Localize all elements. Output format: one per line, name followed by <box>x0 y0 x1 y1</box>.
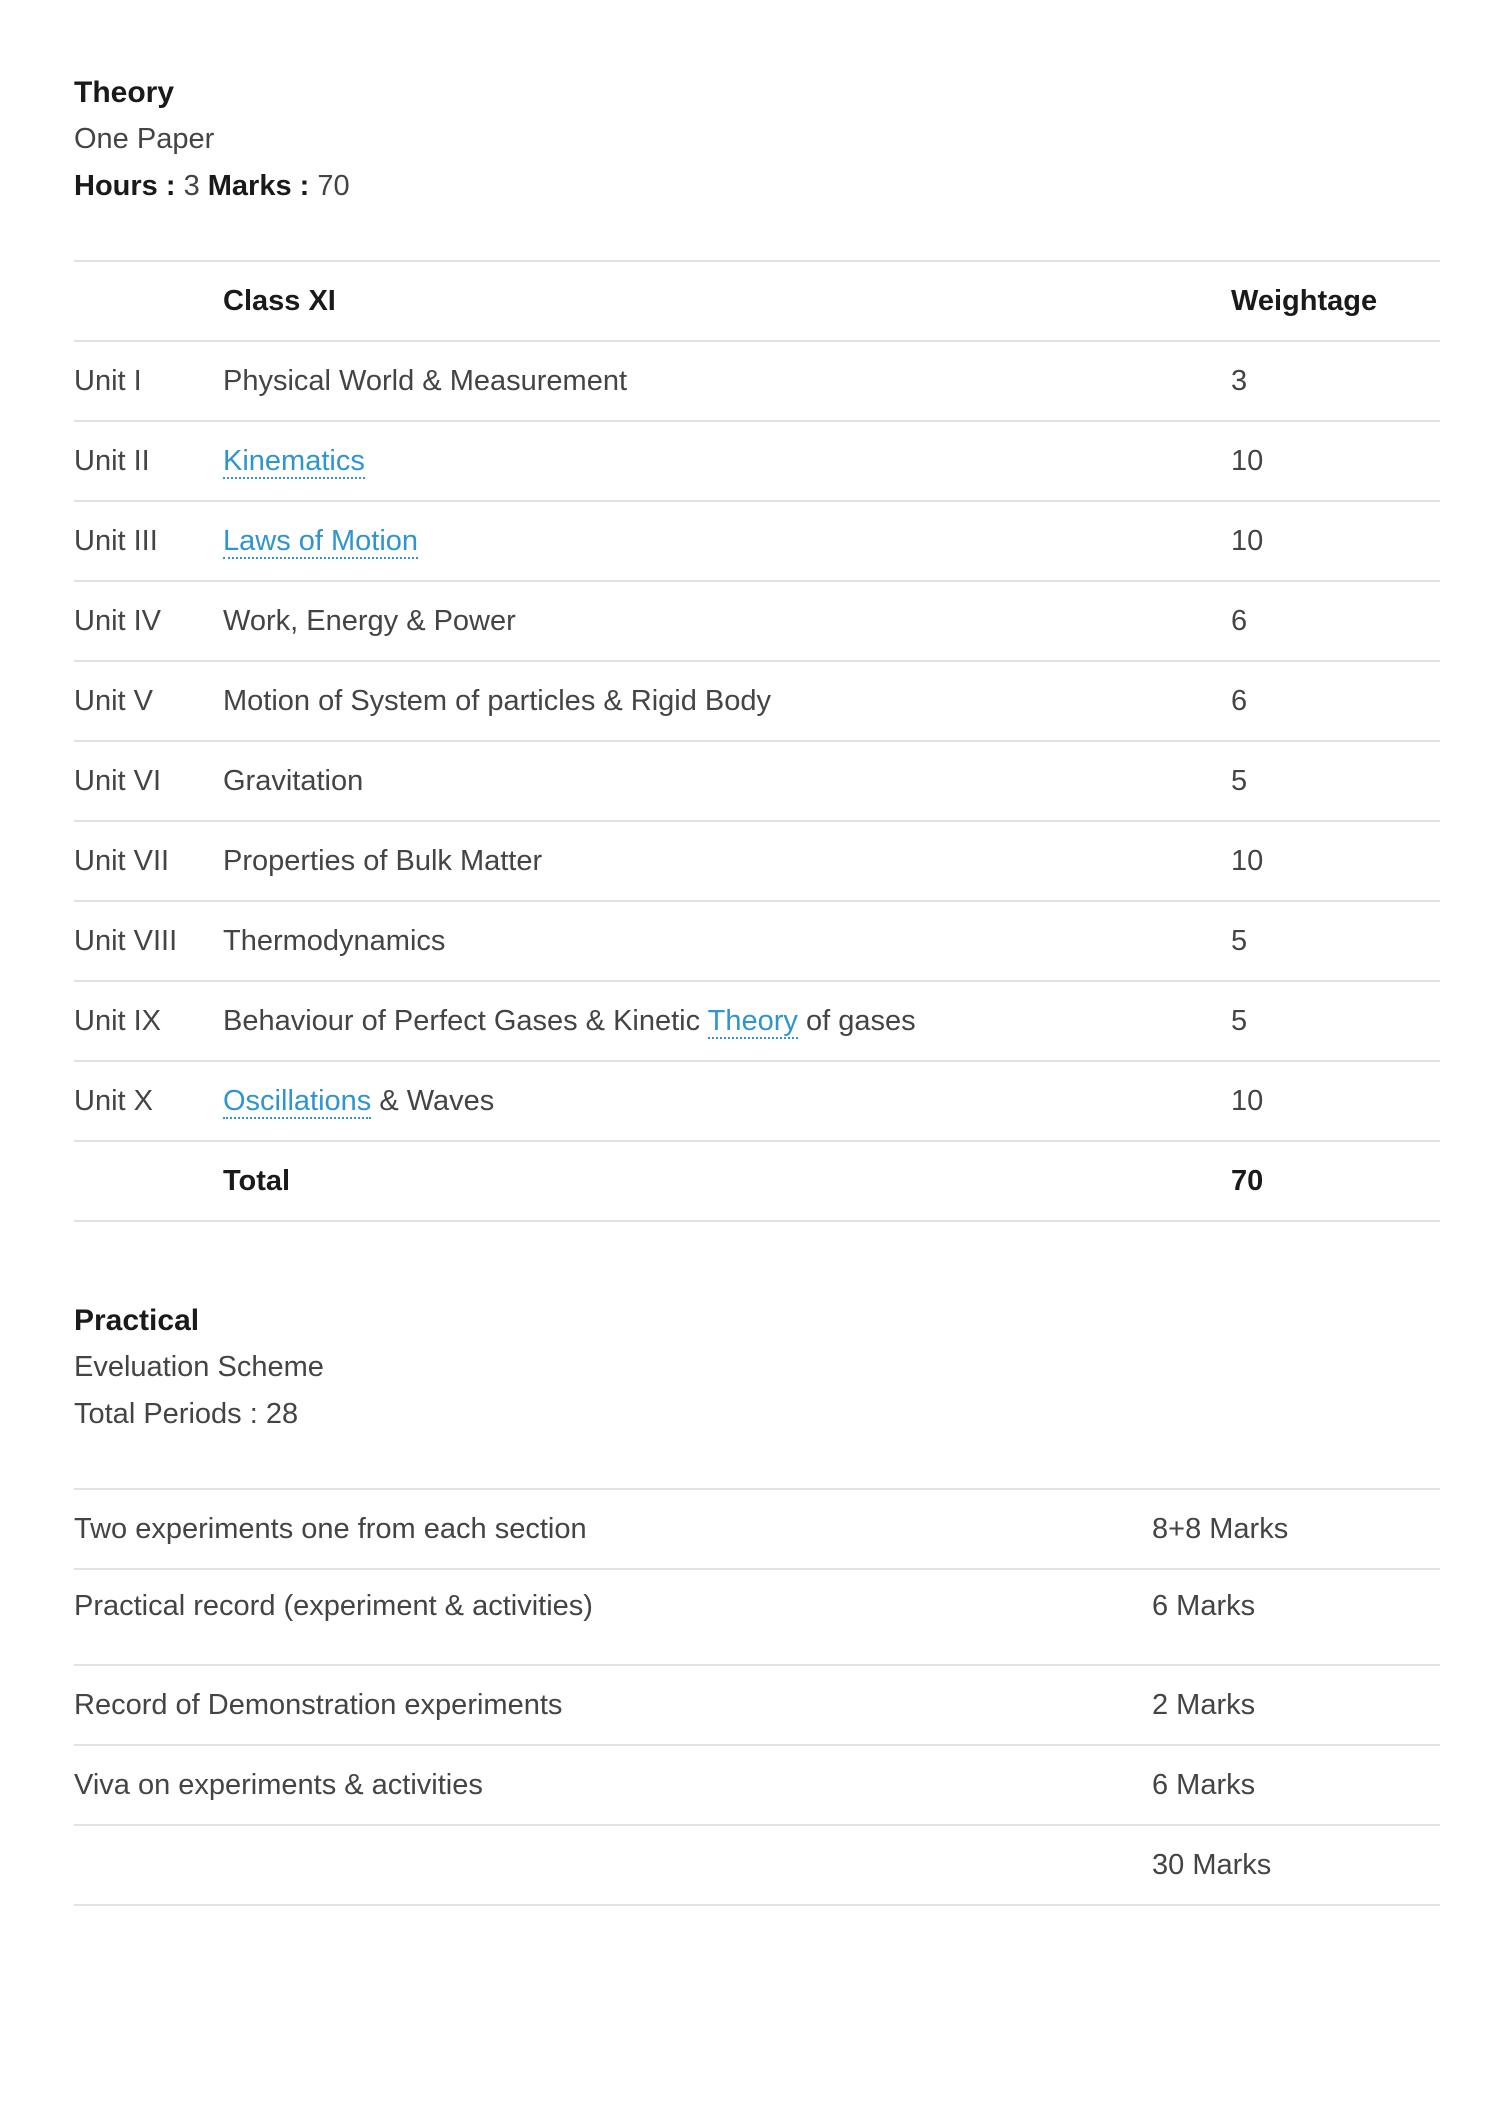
hours-marks-line <box>74 163 1440 210</box>
unit-weight: 10 <box>1231 1084 1264 1117</box>
practical-item <box>74 1825 1152 1905</box>
unit-label: Unit IV <box>74 604 162 637</box>
practical-item: Practical record (experiment & activities) <box>74 1590 593 1622</box>
unit-topic <box>223 501 1231 581</box>
table-row <box>74 1489 1440 1569</box>
unit-topic <box>223 421 1231 501</box>
unit-weight: 3 <box>1231 364 1248 397</box>
table-row <box>74 1061 1440 1141</box>
theory-heading: Theory <box>74 76 175 109</box>
practical-marks: 8+8 Marks <box>1152 1512 1289 1545</box>
unit-weight: 10 <box>1231 524 1264 557</box>
unit-weight: 6 <box>1231 604 1248 637</box>
unit-weight: 5 <box>1231 924 1248 957</box>
table-row <box>74 421 1440 501</box>
table-row <box>74 341 1440 421</box>
unit-weight: 10 <box>1231 444 1264 477</box>
theory-link[interactable]: Theory <box>707 1004 798 1037</box>
unit-weight: 6 <box>1231 684 1248 717</box>
unit-label: Unit III <box>74 524 158 557</box>
unit-label: Unit VII <box>74 844 170 877</box>
table-header-row <box>74 261 1440 341</box>
unit-label: Unit VIII <box>74 924 178 957</box>
table-row <box>74 1569 1440 1665</box>
theory-weightage-table <box>74 260 1440 1222</box>
laws-of-motion-link[interactable]: Laws of Motion <box>223 524 419 557</box>
table-row <box>74 741 1440 821</box>
table-row <box>74 981 1440 1061</box>
topic-text-after: & Waves <box>371 1084 495 1117</box>
practical-marks: 6 Marks <box>1152 1590 1256 1622</box>
table-row <box>74 581 1440 661</box>
unit-label: Unit II <box>74 444 150 477</box>
theory-section <box>74 70 1440 210</box>
oscillations-link[interactable]: Oscillations <box>223 1084 372 1117</box>
practical-total-row <box>74 1825 1440 1905</box>
unit-topic <box>223 981 1231 1061</box>
header-weightage: Weightage <box>1231 284 1378 317</box>
table-row <box>74 1745 1440 1825</box>
practical-marks: 6 Marks <box>1152 1768 1256 1801</box>
topic-text-before: Behaviour of Perfect Gases & Kinetic <box>223 1004 708 1037</box>
unit-label: Unit I <box>74 364 142 397</box>
unit-weight: 10 <box>1231 844 1264 877</box>
practical-marks: 2 Marks <box>1152 1688 1256 1721</box>
total-periods: Total Periods : 28 <box>74 1398 299 1430</box>
practical-section <box>74 1298 1440 1438</box>
unit-topic <box>223 1061 1231 1141</box>
practical-total-marks: 30 Marks <box>1152 1848 1272 1881</box>
hours-label: Hours : <box>74 170 176 202</box>
unit-weight: 5 <box>1231 1004 1248 1037</box>
table-row <box>74 821 1440 901</box>
marks-label: Marks : <box>207 170 310 202</box>
unit-topic: Properties of Bulk Matter <box>223 844 543 877</box>
header-class: Class XI <box>223 284 336 317</box>
practical-item: Two experiments one from each section <box>74 1512 587 1545</box>
unit-topic: Motion of System of particles & Rigid Body <box>223 684 772 717</box>
practical-marks-table <box>74 1488 1440 1906</box>
practical-item: Viva on experiments & activities <box>74 1768 483 1801</box>
document-page <box>74 70 1440 1906</box>
total-row <box>74 1141 1440 1221</box>
table-row <box>74 901 1440 981</box>
unit-label: Unit X <box>74 1084 153 1117</box>
unit-label: Unit V <box>74 684 153 717</box>
hours-value: 3 <box>183 170 200 202</box>
table-row <box>74 661 1440 741</box>
total-unit-empty <box>74 1141 223 1221</box>
total-label: Total <box>223 1164 291 1197</box>
unit-topic: Thermodynamics <box>223 924 446 957</box>
unit-label: Unit VI <box>74 764 162 797</box>
kinematics-link[interactable]: Kinematics <box>223 444 365 477</box>
unit-topic: Gravitation <box>223 764 364 797</box>
topic-text-after: of gases <box>797 1004 916 1037</box>
unit-weight: 5 <box>1231 764 1248 797</box>
total-value: 70 <box>1231 1164 1264 1197</box>
paper-count: One Paper <box>74 123 215 155</box>
table-row <box>74 501 1440 581</box>
practical-heading: Practical <box>74 1304 200 1337</box>
evaluation-scheme: Eveluation Scheme <box>74 1351 324 1383</box>
marks-value: 70 <box>317 170 350 202</box>
unit-topic: Physical World & Measurement <box>223 364 628 397</box>
table-row <box>74 1665 1440 1745</box>
unit-topic: Work, Energy & Power <box>223 604 516 637</box>
practical-item: Record of Demonstration experiments <box>74 1688 563 1721</box>
header-unit <box>74 261 223 341</box>
unit-label: Unit IX <box>74 1004 162 1037</box>
